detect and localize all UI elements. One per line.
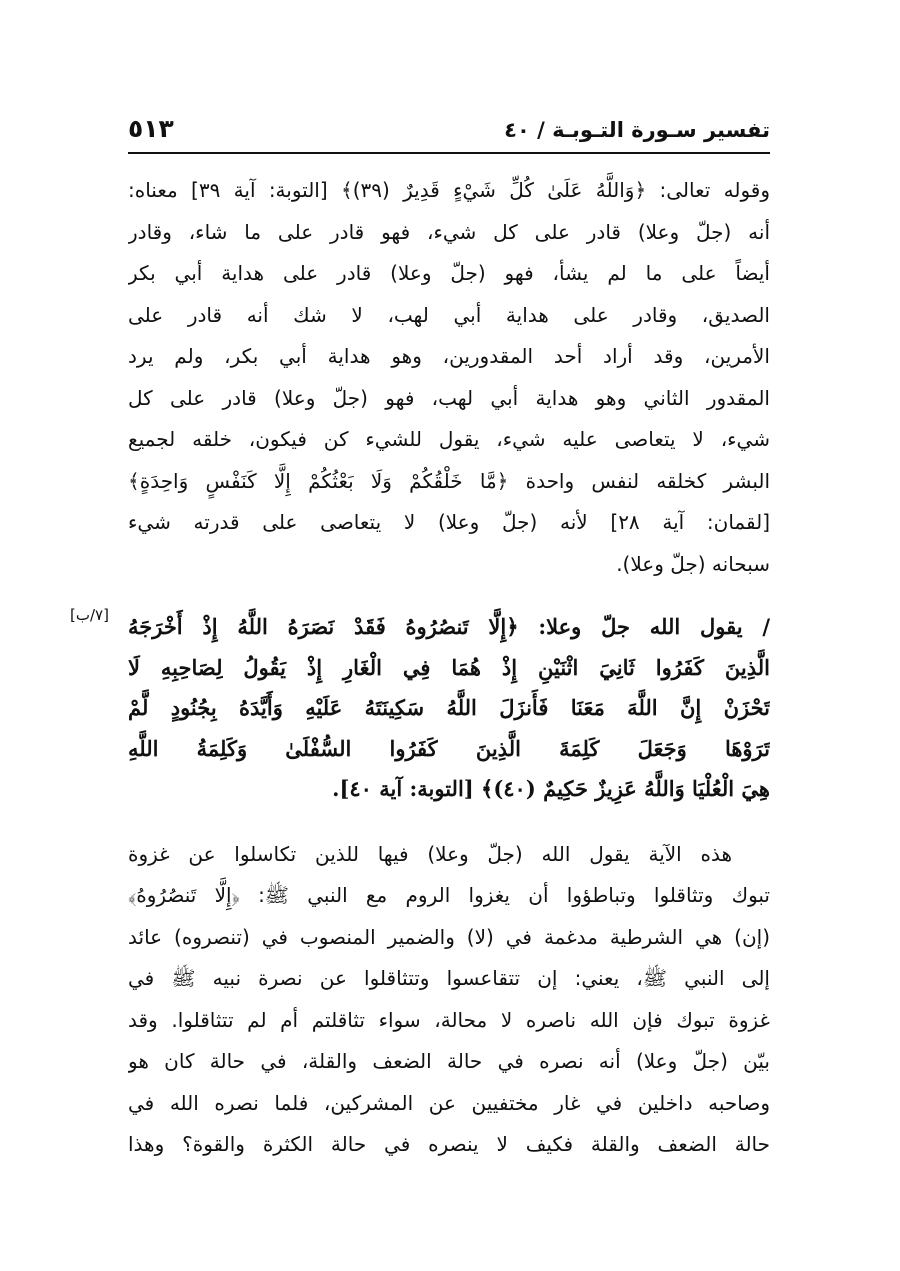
page-body: [128, 170, 770, 1166]
quran-verse-40-block: [128, 607, 770, 810]
text-line: تبوك وتثاقلوا وتباطؤوا أن يغزوا الروم مع النبي ﷺ: ﴿إِلَّا تَنصُرُوهُ﴾: [128, 883, 770, 907]
text-line: غزوة تبوك فإن الله ناصره لا محالة، سواء تثاقلتم أم لم تتثاقلوا. وقد: [128, 1007, 770, 1032]
verse-line: تَرَوْهَا وَجَعَلَ كَلِمَةَ الَّذِينَ كَفَرُوا السُّفْلَىٰ وَكَلِمَةُ اللَّهِ: [128, 735, 770, 761]
text-line: البشر كخلقه لنفس واحدة ﴿مَّا خَلْقُكُمْ وَلَا بَعْثُكُمْ إِلَّا كَنَفْسٍ وَاحِدَةٍ﴾: [128, 468, 770, 493]
text-line: إلى النبي ﷺ، يعني: إن تتقاعسوا وتتثاقلوا عن نصرة نبيه ﷺ في: [128, 966, 770, 990]
text-line: وصاحبه داخلين في غار مختفيين عن المشركين، فلما نصره الله في: [128, 1090, 770, 1115]
text-line: أيضاً على ما لم يشأ، فهو (جلّ وعلا) قادر على هداية أبي بكر: [128, 261, 770, 285]
verse-line: هِيَ الْعُلْيَا وَاللَّهُ عَزِيزٌ حَكِيمٌ (٤٠)﴾ [التوبة: آية ٤٠].: [332, 776, 770, 801]
text-line: أنه (جلّ وعلا) قادر على كل شيء، فهو قادر على ما شاء، وقادر: [128, 219, 770, 244]
text-line: وقوله تعالى: ﴿وَاللَّهُ عَلَىٰ كُلِّ شَيْءٍ قَدِيرٌ (٣٩)﴾ [التوبة: آية ٣٩] معناه:: [128, 178, 770, 202]
text-line: سبحانه (جلّ وعلا).: [616, 551, 770, 576]
verse-line: الَّذِينَ كَفَرُوا ثَانِيَ اثْنَيْنِ إِذْ هُمَا فِي الْغَارِ إِذْ يَقُولُ لِصَاحِبِهِ لَا: [128, 654, 770, 680]
paragraph-verse-39-commentary: [128, 170, 770, 585]
verse-line: تَحْزَنْ إِنَّ اللَّهَ مَعَنَا فَأَنزَلَ اللَّهُ سَكِينَتَهُ عَلَيْهِ وَأَيَّدَهُ بِجُنُودٍ لَّمْ: [128, 695, 770, 720]
text-line: شيء، لا يتعاصى عليه شيء، يقول للشيء كن فيكون، خلقه لجميع: [128, 427, 770, 451]
text-line: الصديق، وقادر على هداية أبي لهب، لا شك أنه قادر على: [128, 302, 770, 327]
verse-line: / يقول الله جلّ وعلا: ﴿إِلَّا تَنصُرُوهُ فَقَدْ نَصَرَهُ اللَّهُ إِذْ أَخْرَجَهُ: [128, 614, 770, 639]
text-line: حالة الضعف والقلة فكيف لا ينصره في حالة الكثرة والقوة؟ وهذا: [128, 1132, 770, 1156]
paragraph-spacer: [128, 585, 770, 607]
text-line: (إن) هي الشرطية مدغمة في (لا) والضمير المنصوب في (تنصروه) عائد: [128, 924, 770, 949]
text-line: المقدور الثاني وهو هداية أبي لهب، فهو (جلّ وعلا) قادر على كل: [128, 385, 770, 410]
page-number: ٥١٣: [128, 114, 174, 143]
text-line: هذه الآية يقول الله (جلّ وعلا) فيها للذين تكاسلوا عن غزوة: [128, 841, 732, 866]
text-line: [لقمان: آية ٢٨] لأنه (جلّ وعلا) لا يتعاصى على قدرته شيء: [128, 510, 770, 534]
page-header: [128, 112, 770, 152]
running-title: تفسير سـورة التـوبـة / ٤٠: [504, 118, 770, 142]
header-rule: [128, 152, 770, 154]
paragraph-verse-40-commentary: [128, 834, 770, 1166]
margin-folio-note: [٧/ب]: [70, 606, 109, 624]
paragraph-spacer: [128, 810, 770, 834]
text-line: الأمرين، وقد أراد أحد المقدورين، وهو هداية أبي بكر، ولم يرد: [128, 344, 770, 368]
text-line: بيّن (جلّ وعلا) أنه نصره في حالة الضعف والقلة، في حالة كان هو: [128, 1049, 770, 1073]
